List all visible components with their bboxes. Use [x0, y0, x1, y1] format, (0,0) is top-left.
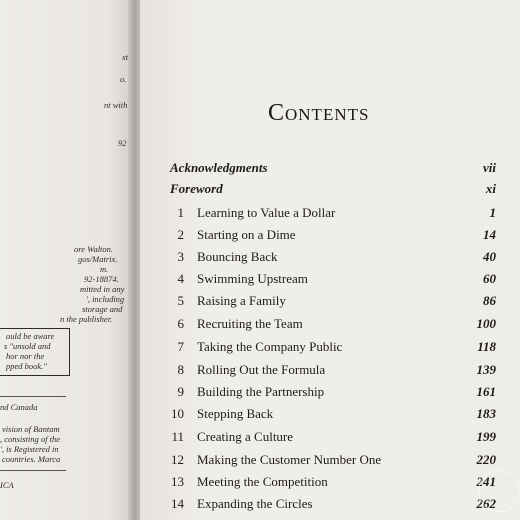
chapter-row: [140, 205, 520, 225]
left-text-fragment: nt with: [104, 100, 128, 110]
chapter-title: Bouncing Back: [197, 249, 278, 264]
chapter-title: Rolling Out the Formula: [197, 362, 326, 377]
chapter-number: 13: [171, 474, 184, 489]
chapter-number: 12: [171, 452, 184, 467]
left-text-fragment: vision of Bantam: [2, 424, 60, 434]
chapter-number: 8: [177, 362, 184, 377]
left-text-fragment: s "unsold and: [4, 341, 51, 351]
chapter-title: Starting on a Dime: [197, 227, 296, 242]
left-text-fragment: storage and: [82, 304, 123, 314]
divider-line: [0, 396, 66, 397]
left-text-fragment: o.: [120, 74, 127, 84]
chapter-title: Making the Customer Number One: [197, 452, 382, 467]
page-number: xi: [485, 181, 496, 196]
chapter-title: Learning to Value a Dollar: [197, 205, 336, 220]
page-number: 161: [476, 384, 496, 399]
left-text-fragment: ould be aware: [6, 331, 55, 341]
left-text-fragment: mitted in any: [80, 284, 125, 294]
page-number: 118: [477, 339, 496, 354]
page-number: 183: [476, 406, 496, 421]
page-number: 1: [489, 205, 496, 220]
chapter-title: Swimming Upstream: [197, 271, 308, 286]
chapter-row: [140, 271, 520, 291]
chapter-title: Raising a Family: [197, 293, 286, 308]
left-text-fragment: hor nor the: [6, 351, 45, 361]
chapter-row: [140, 316, 520, 336]
chapter-title: Taking the Company Public: [197, 339, 343, 354]
page-number: vii: [483, 160, 496, 175]
page-number: 60: [483, 271, 496, 286]
chapter-row: [140, 496, 520, 516]
left-text-fragment: gos/Matrix.: [78, 254, 118, 264]
front-matter-label: Acknowledgments: [170, 160, 268, 175]
page-number: 14: [483, 227, 496, 242]
chapter-title: Stepping Back: [197, 406, 274, 421]
left-text-fragment: 92: [118, 138, 127, 148]
chapter-number: 3: [177, 249, 184, 264]
page-number: 40: [483, 249, 496, 264]
chapter-row: [140, 429, 520, 449]
chapter-number: 1: [177, 205, 184, 220]
chapter-number: 4: [177, 271, 184, 286]
page-number: 220: [476, 452, 496, 467]
left-text-fragment: , consisting of the: [0, 434, 60, 444]
chapter-title: Meeting the Competition: [197, 474, 328, 489]
left-text-fragment: pped book.": [6, 361, 47, 371]
divider-line: [0, 470, 66, 471]
chapter-row: [140, 293, 520, 313]
chapter-row: [140, 249, 520, 269]
chapter-number: 10: [171, 406, 184, 421]
page-number: 100: [476, 316, 496, 331]
chapter-number: 7: [177, 339, 184, 354]
left-text-fragment: nd Canada: [0, 402, 38, 412]
left-page: [0, 0, 134, 520]
left-text-fragment: ICA: [0, 480, 14, 490]
left-text-fragment: n the publisher.: [60, 314, 113, 324]
chapter-row: [140, 227, 520, 247]
page-number: 86: [483, 293, 496, 308]
page-number: 199: [476, 429, 496, 444]
chapter-row: [140, 339, 520, 359]
left-text-fragment: ', is Registered in: [0, 444, 59, 454]
chapter-row: [140, 384, 520, 404]
chapter-row: [140, 474, 520, 494]
chapter-row: [140, 362, 520, 382]
front-matter-label: Foreword: [170, 181, 223, 196]
chapter-number: 2: [177, 227, 184, 242]
page-number: 262: [476, 496, 496, 511]
chapter-number: 9: [177, 384, 184, 399]
front-matter-row: [140, 181, 520, 201]
left-text-fragment: 92-18874.: [84, 274, 119, 284]
chapter-number: 6: [177, 316, 184, 331]
chapter-title: Expanding the Circles: [197, 496, 313, 511]
chapter-title: Creating a Culture: [197, 429, 294, 444]
chapter-number: 14: [171, 496, 184, 511]
chapter-number: 5: [177, 293, 184, 308]
chapter-number: 11: [171, 429, 184, 444]
chapter-row: [140, 406, 520, 426]
watermark-stamp: [478, 470, 520, 512]
chapter-title: Recruiting the Team: [197, 316, 303, 331]
front-matter-row: [140, 160, 520, 180]
chapter-row: [140, 452, 520, 472]
page-title: Contents: [268, 100, 370, 127]
chapter-title: Building the Partnership: [197, 384, 325, 399]
page-number: 241: [476, 474, 496, 489]
page-number: 139: [476, 362, 496, 377]
left-text-fragment: ', including: [86, 294, 125, 304]
left-text-fragment: ore Walton.: [74, 244, 114, 254]
contents-page: [140, 0, 520, 520]
left-text-fragment: xt: [122, 52, 129, 62]
left-text-fragment: m.: [100, 264, 109, 274]
left-text-fragment: countries. Marca: [2, 454, 61, 464]
